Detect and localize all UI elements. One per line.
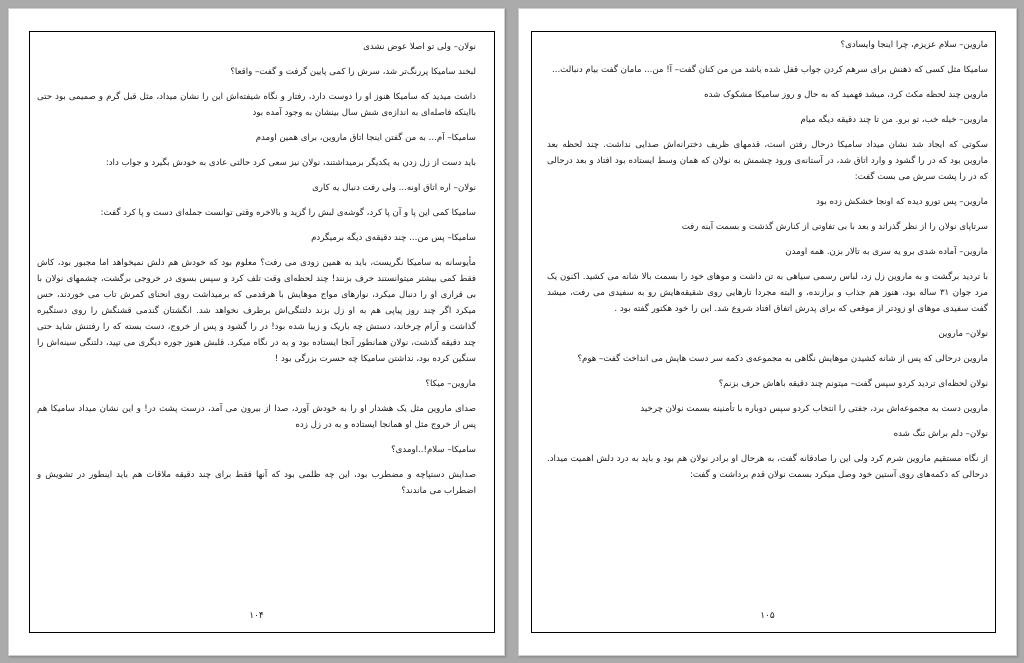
paragraph: سامیکا– سلام!..اومدی؟ (391, 445, 476, 455)
paragraph: نولان– ماروین (938, 329, 988, 339)
paragraph: ماروین– آماده شدی برو یه سری به تالار بزن. همه اومدن (785, 247, 988, 257)
paragraph: سامیکا مثل کسی که ذهنش برای سرهم کردن جواب قفل شده باشد من من کنان گفت– آ! من... مامان گفت بیام دنبالت... (551, 65, 988, 75)
book-page-left (8, 8, 505, 656)
paragraph: ماروین درحالی که پس از شانه کشیدن موهایش نگاهی به مجموعه‌ی دکمه سر دست هایش می انداخت گفت– هوم؟ (577, 354, 988, 364)
paragraph: نولان– اره اتاق اونه... ولی رفت دنبال یه کاری (312, 183, 476, 193)
paragraph: صدایش دستپاچه و مضطرب بود، این چه ظلمی بود که آنها فقط برای چند دقیقه ملاقات هم باید اینطور در تشویش و اضطراب می ماندند؟ (37, 470, 476, 496)
paragraph: لبخند سامیکا پررنگ‌تر شد، سرش را کمی پایین گرفت و گفت– واقعا؟ (230, 67, 476, 77)
paragraph: سامیکا– پس من... چند دقیقه‌ی دیگه برمیگردم (311, 233, 476, 243)
page-body-text (547, 37, 988, 492)
paragraph: نولان لحظه‌ای تردید کردو سپس گفت– میتونم چند دقیقه باهاش حرف بزنم؟ (718, 379, 988, 389)
paragraph: ماروین– سلام عزیزم، چرا اینجا وایسادی؟ (840, 40, 988, 50)
paragraph: ماروین– خیله خب، تو برو. من تا چند دقیقه دیگه میام (800, 115, 988, 125)
paragraph: ماروین– پس تورو دیده که اونجا خشکش زده بود (816, 197, 988, 207)
paragraph: نولان– دلم براش تنگ شده (893, 429, 988, 439)
paragraph: ماروین چند لحظه مکث کرد، میشد فهمید که به حال و روز سامیکا مشکوک شده (704, 90, 988, 100)
book-page-right (518, 8, 1017, 656)
paragraph: داشت میدید که سامیکا هنوز او را دوست دارد، رفتار و نگاه شیفته‌اش این را نشان میداد، مثل قبل گرم و صمیمی بود حتی بااینکه فاصله‌ای به اندازه‌ی شش سال بینشان به وجود آمده بود (37, 92, 476, 118)
paragraph: صدای ماروین مثل یک هشدار او را به خودش آورد، صدا از بیرون می آمد، درست پشت در! و این نشان میداد سامیکا هم پس از خروج مثل او همانجا ایستاده و به در زل زده (37, 404, 476, 430)
page-body-text (37, 39, 476, 508)
paragraph: مأیوسانه به سامیکا نگریست، باید به همین زودی می رفت؟ معلوم بود که خودش هم دلش نمیخواهد اما مجبور بود، کاش فقط کمی بیشتر میتوانستند حرف بزنند! چند لحظه‌ای وقت تلف کرد و سپس بسوی در خروجی برگشت، چشمهای نولان با بی قراری او را دنبال میکرد، نوارهای مواج موهایش با هرقدمی که برمیداشت روی انحنای کمرش تاب می خوردند، حس میکرد اگر چند روز پیاپی هم به او زل بزند دلتنگی‌اش برطرف نخواهد شد. انگشتان گندمی قشنگش را روی دستگیره گذاشت و آرام چرخاند، دستش چه باریک و زیبا شده بود! در را گشود و پس از خروج، دست بسته که را رفتنش شاید حتی چند دقیقه گذشت، نولان همانطور آنجا ایستاده بود و به در نگاه میکرد. قلبش هنوز جوره دیگری می تپید، دلتنگی سینه‌اش را سنگین کرده بود، نداشتن سامیکا چه حسرت بزرگی بود ! (37, 258, 476, 364)
paragraph: سکوتی که ایجاد شد نشان میداد سامیکا درحال رفتن است، قدمهای ظریف دخترانه‌اش صدایی نداشت. چند لحظه بعد ماروین بود که در را گشود و وارد اتاق شد، در آستانه‌ی ورود چشمش به نولان که همان وسط ایستاده بود افتاد و بعد درحالی که در را پشت سرش می بست گفت: (547, 140, 988, 182)
paragraph: با تردید برگشت و به ماروین زل زد، لباس رسمی سیاهی به تن داشت و موهای خود را بسمت بالا شانه می کشید. اکنون یک مرد جوان ۳۱ ساله بود، هنوز هم جذاب و برازنده، و البته مجردا تارهایی روی شقیقه‌هایش رو به سفیدی می رفت، میشد گفت سفیدی موهای او زودتر از موقعی که برای پدرش اتفاق افتاد شروع شد. این را خود هکتور گفته بود . (547, 272, 988, 314)
page-number: ۱۰۴ (249, 611, 264, 621)
paragraph: سامیکا– آم... به من گفتن اینجا اتاق ماروین، برای همین اومدم (255, 133, 476, 143)
paragraph: سرتاپای نولان را از نظر گذراند و بعد با بی تفاوتی از کنارش گذشت و بسمت آینه رفت (681, 222, 988, 232)
paragraph: نولان– ولی تو اصلا عوض نشدی (363, 42, 476, 52)
paragraph: از نگاه مستقیم ماروین شرم کرد ولی این را صادقانه گفت، به هرحال او برادر نولان هم بود و باید به درد دلش اهمیت میداد. درحالی که دکمه‌های روی آستین خود وصل میکرد بسمت نولان قدم برداشت و گفت: (547, 454, 988, 480)
paragraph: ماروین– میکا؟ (425, 379, 476, 389)
paragraph: باید دست از زل زدن به یکدیگر برمیداشتند، نولان نیز سعی کرد حالتی عادی به خودش بگیرد و جواب داد: (105, 158, 476, 168)
paragraph: ماروین دست به مجموعه‌اش برد، جفتی را انتخاب کردو سپس دوباره با تأمنینه بسمت نولان چرخید (640, 404, 988, 414)
page-number: ۱۰۵ (760, 611, 775, 621)
paragraph: سامیکا کمی این پا و آن پا کرد، گوشه‌ی لبش را گزید و بالاخره وقتی توانست جمله‌ای دست و پا کرد گفت: (100, 208, 476, 218)
